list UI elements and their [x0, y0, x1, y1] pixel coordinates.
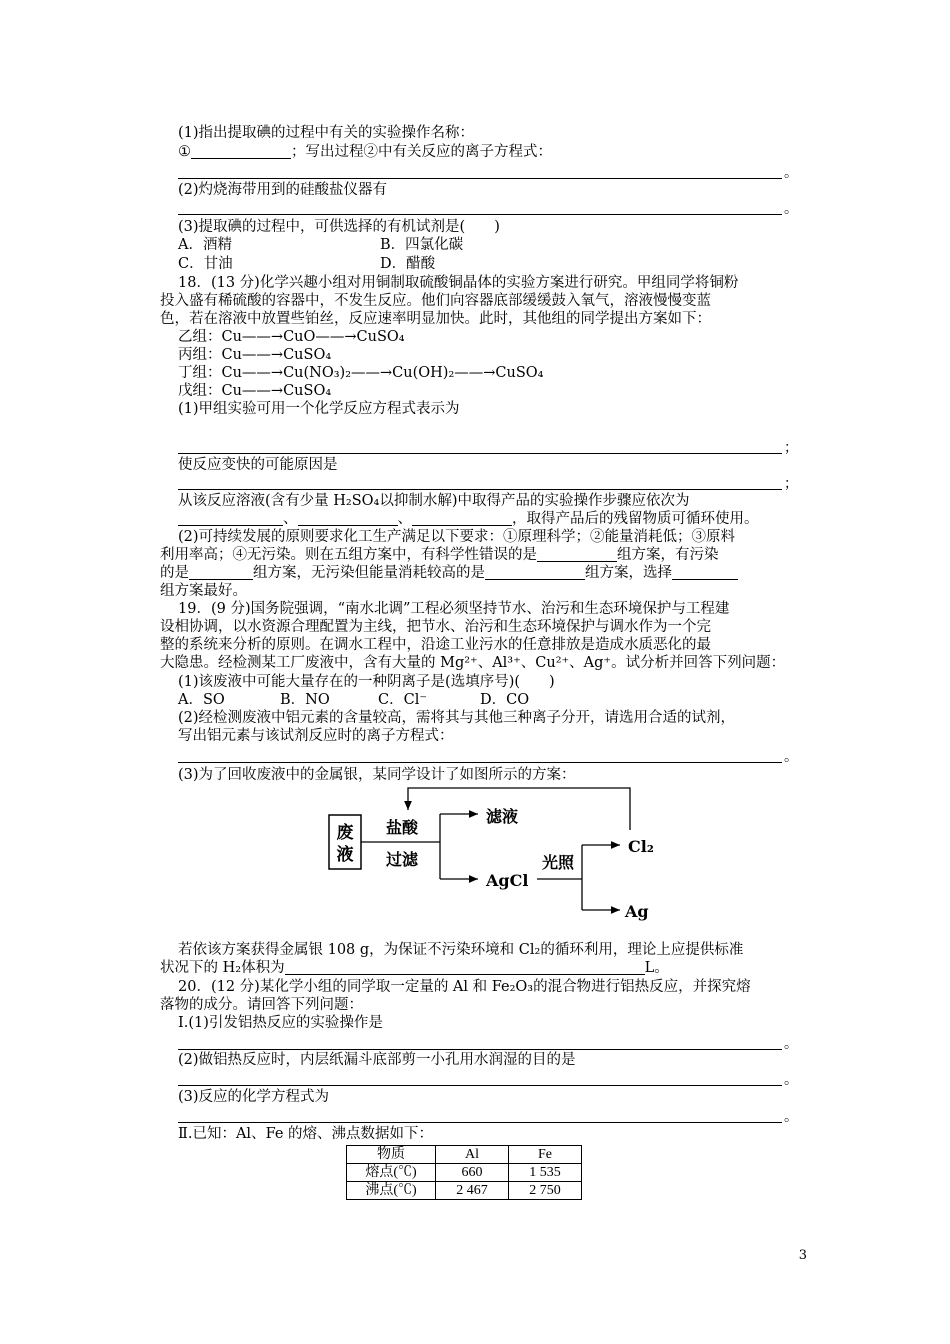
cl2-label: Cl₂	[628, 837, 654, 856]
waste-label-top: 废	[336, 823, 354, 843]
table-cell: 沸点(℃)	[347, 1182, 436, 1200]
text: 组方案，选择	[585, 565, 672, 581]
table-cell: 2 467	[436, 1182, 509, 1200]
answer-line[interactable]	[178, 489, 782, 490]
answer-line[interactable]	[178, 1085, 782, 1086]
text: 利用率高；④无污染。则在五组方案中，有科学性错误的是	[160, 547, 537, 563]
agcl-label: AgCl	[486, 871, 529, 890]
q17-part1-after: ；写出过程②中有关反应的离子方程式：	[291, 144, 552, 160]
semicolon-mark: ；	[784, 476, 798, 492]
answer-blank[interactable]	[537, 547, 617, 562]
answer-line[interactable]	[178, 1049, 782, 1050]
q17-part1-line	[178, 143, 552, 161]
q20-line1: 20．(12 分)某化学小组的同学取一定量的 Al 和 Fe₂O₃的混合物进行铝热反应，并探究熔	[178, 979, 751, 995]
q18-line2: 投入盛有稀硫酸的容器中，不发生反应。他们向容器底部缓缓鼓入氧气，溶液慢慢变蓝	[160, 293, 711, 309]
q18-part2-line1: (2)可持续发展的原则要求化工生产满足以下要求：①原理科学；②能量消耗低；③原料	[178, 529, 736, 545]
q18-steps: 从该反应溶液(含有少量 H₂SO₄以抑制水解)中取得产品的实验操作步骤应依次为	[178, 493, 690, 509]
q17-option-b[interactable]: B．四氯化碳	[380, 237, 464, 253]
q17-part3: (3)提取碘的过程中，可供选择的有机试剂是( )	[178, 219, 500, 235]
q18-scheme-ding: 丁组：Cu——→Cu(NO₃)₂——→Cu(OH)₂——→CuSO₄	[178, 365, 544, 381]
light-label: 光照	[541, 853, 575, 872]
q17-part2: (2)灼烧海带用到的硅酸盐仪器有	[178, 182, 388, 198]
answer-line[interactable]	[178, 178, 782, 179]
answer-line[interactable]	[178, 762, 782, 763]
answer-blank[interactable]	[412, 511, 512, 526]
q20-part-i2: (2)做铝热反应时，内层纸漏斗底部剪一小孔用水润湿的目的是	[178, 1052, 576, 1068]
answer-blank[interactable]	[189, 565, 253, 580]
answer-blank[interactable]	[672, 565, 738, 580]
text: L。	[644, 960, 669, 976]
separator: 、	[283, 511, 298, 527]
table-header-cell: Fe	[509, 1146, 582, 1164]
period-mark: 。	[784, 165, 798, 181]
table-cell: 熔点(℃)	[347, 1164, 436, 1182]
table-row	[347, 1164, 582, 1182]
page-number: 3	[798, 1248, 807, 1263]
q18-scheme-bing: 丙组：Cu——→CuSO₄	[178, 347, 332, 363]
separator: 、	[397, 511, 412, 527]
q17-part1-title: (1)指出提取碘的过程中有关的实验操作名称：	[178, 125, 475, 141]
text: 组方案，无污染但能量消耗较高的是	[253, 565, 485, 581]
answer-blank[interactable]	[285, 960, 645, 975]
q19-part2-line2: 写出铝元素与该试剂反应时的离子方程式：	[178, 728, 454, 744]
q20-line2: 落物的成分。请回答下列问题：	[160, 997, 363, 1013]
table-row	[347, 1182, 582, 1200]
period-mark: 。	[784, 201, 798, 217]
q19-option-b[interactable]: B．NO	[280, 692, 330, 708]
table-header-cell: 物质	[347, 1146, 436, 1164]
q19-option-d[interactable]: D．CO	[480, 692, 530, 708]
q18-steps-blanks	[178, 510, 759, 528]
ag-label: Ag	[625, 902, 649, 921]
q18-reason: 使反应变快的可能原因是	[178, 457, 338, 473]
filter-label: 过滤	[385, 850, 419, 869]
table-header-cell: Al	[436, 1146, 509, 1164]
answer-line[interactable]	[178, 214, 782, 215]
q19-part1: (1)该废液中可能大量存在的一种阴离子是(选填序号)( )	[178, 674, 555, 690]
answer-line[interactable]	[178, 1122, 782, 1123]
q19-line1: 19．(9 分)国务院强调，“南水北调”工程必须坚持节水、治污和生态环境保护与工程建	[178, 601, 730, 617]
q20-part-i1: Ⅰ.(1)引发铝热反应的实验操作是	[178, 1015, 383, 1031]
circle-one-label: ①	[178, 144, 191, 160]
answer-blank[interactable]	[298, 511, 398, 526]
q19-part3: (3)为了回收废液中的金属银，某同学设计了如图所示的方案：	[178, 767, 576, 783]
text: 状况下的 H₂体积为	[160, 960, 285, 976]
recycle-arrow	[408, 788, 630, 830]
q19-after-line2	[160, 959, 669, 977]
filtrate-label: 滤液	[486, 807, 519, 826]
period-mark: 。	[784, 1109, 798, 1125]
table-cell: 2 750	[509, 1182, 582, 1200]
q19-option-c[interactable]: C．Cl⁻	[378, 692, 427, 708]
q18-part1: (1)甲组实验可用一个化学反应方程式表示为	[178, 401, 460, 417]
q17-option-d[interactable]: D．醋酸	[380, 256, 436, 272]
q17-option-a[interactable]: A．酒精	[178, 237, 232, 253]
answer-blank[interactable]	[178, 511, 283, 526]
waste-label-bottom: 液	[336, 845, 354, 865]
q19-line4: 大隐患。经检测某工厂废液中，含有大量的 Mg²⁺、Al³⁺、Cu²⁺、Ag⁺。试分析并回答下列问题：	[160, 655, 786, 671]
table-cell: 660	[436, 1164, 509, 1182]
q19-after-line1: 若依该方案获得金属银 108 g，为保证不污染环境和 Cl₂的循环利用，理论上应提供标准	[178, 942, 744, 958]
q19-line2: 设相协调，以水资源合理配置为主线，把节水、治污和生态环境保护与调水作为一个完	[160, 619, 711, 635]
q18-line3: 色，若在溶液中放置些铂丝，反应速率明显加快。此时，其他组的同学提出方案如下：	[160, 311, 711, 327]
q18-part2-line4: 组方案最好。	[160, 583, 247, 599]
q19-part2-line1: (2)经检测废液中铝元素的含量较高，需将其与其他三种离子分开，请选用合适的试剂，	[178, 710, 736, 726]
q18-line1: 18．(13 分)化学兴趣小组对用铜制取硫酸铜晶体的实验方案进行研究。甲组同学将铜粉	[178, 275, 739, 291]
answer-blank[interactable]	[485, 565, 585, 580]
semicolon-mark: ；	[784, 440, 798, 456]
table-cell: 1 535	[509, 1164, 582, 1182]
q18-part2-line2	[160, 546, 719, 564]
q19-option-a[interactable]: A．SO	[178, 692, 225, 708]
answer-blank[interactable]	[191, 144, 291, 159]
answer-line[interactable]	[178, 453, 782, 454]
q18-scheme-wu: 戊组：Cu——→CuSO₄	[178, 383, 332, 399]
q20-part-ii: Ⅱ.已知：Al、Fe 的熔、沸点数据如下：	[178, 1126, 434, 1142]
period-mark: 。	[784, 749, 798, 765]
q18-scheme-yi: 乙组：Cu——→CuO——→CuSO₄	[178, 329, 405, 345]
period-mark: 。	[784, 1036, 798, 1052]
period-mark: 。	[784, 1072, 798, 1088]
q17-option-c[interactable]: C．甘油	[178, 256, 233, 272]
text: 的是	[160, 565, 189, 581]
melting-boiling-table	[346, 1145, 582, 1200]
silver-recovery-diagram	[320, 780, 660, 930]
text: 组方案，有污染	[617, 547, 719, 563]
q19-line3: 整的系统来分析的原则。在调水工程中，沿途工业污水的任意排放是造成水质恶化的最	[160, 637, 711, 653]
q18-steps-end: ，取得产品后的残留物质可循环使用。	[512, 511, 759, 527]
hcl-label: 盐酸	[385, 818, 419, 837]
q20-part-i3: (3)反应的化学方程式为	[178, 1089, 330, 1105]
table-header-row	[347, 1146, 582, 1164]
q18-part2-line3	[160, 564, 738, 582]
